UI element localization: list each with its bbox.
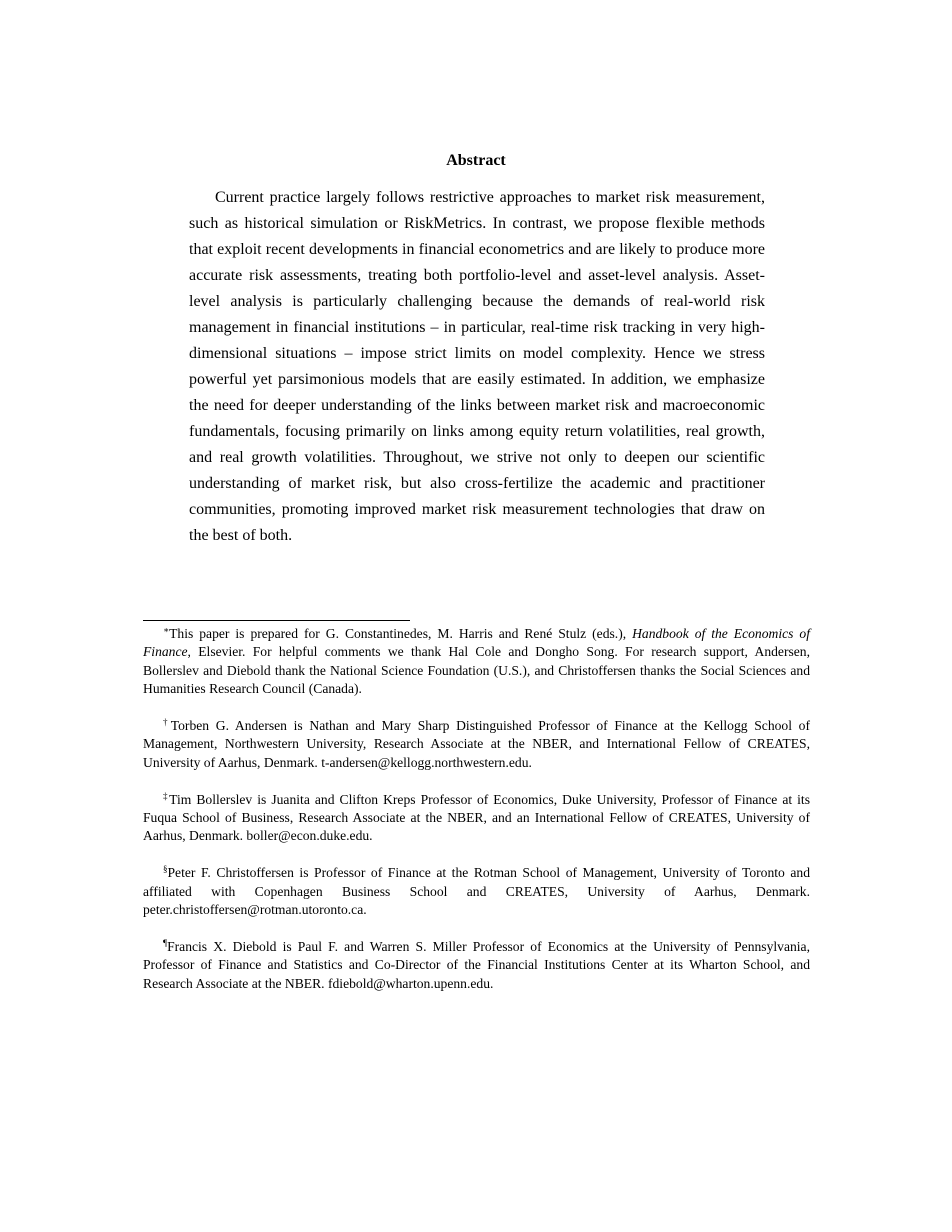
footnote-bollerslev (143, 791, 810, 846)
footnote-text: Torben G. Andersen is Nathan and Mary Sharp Distinguished Professor of Finance at the Kellogg School of Management, Northwestern University, Research Associate at the NBER, and International Fellow of CREATES, University of Aarhus, Denmark. t-andersen@kellogg.northwestern.edu. (143, 718, 811, 770)
abstract-body: Current practice largely follows restrictive approaches to market risk measurement, such as historical simulation or RiskMetrics. In contrast, we propose flexible methods that exploit recent developments in financial econometrics and are likely to produce more accurate risk assessments, treating both portfolio-level and asset-level analysis. Asset-level analysis is particularly challenging because the demands of real-world risk management in financial institutions – in particular, real-time risk tracking in very high-dimensional situations – impose strict limits on model complexity. Hence we stress powerful yet parsimonious models that are easily estimated. In addition, we emphasize the need for deeper understanding of the links between market risk and macroeconomic fundamentals, focusing primarily on links among equity return volatilities, real growth, and real growth volatilities. Throughout, we strive not only to deepen our scientific understanding of market risk, but also cross-fertilize the academic and practitioner communities, promoting improved market risk measurement technologies that draw on the best of both. (189, 189, 765, 544)
footnote-mark: ∗ (163, 625, 170, 635)
footnote-andersen (143, 717, 810, 772)
footnote-diebold (143, 938, 810, 993)
footnote-christoffersen (143, 864, 810, 919)
footnote-rule (143, 620, 410, 621)
footnote-mark: ¶ (163, 937, 168, 948)
footnote-text: Francis X. Diebold is Paul F. and Warren S. Miller Professor of Economics at the University of Pennsylvania, Professor of Finance and Statistics and Co-Director of the Financial Institutions Center at its Wharton School, and Research Associate at the NBER. fdiebold@wharton.upenn.edu. (143, 938, 810, 991)
footnote-mark: ‡ (163, 790, 170, 801)
footnote-text: This paper is prepared for G. Constantinedes, M. Harris and René Stulz (eds.), (169, 626, 633, 641)
footnote-acknowledgements (143, 625, 810, 699)
footnote-text: Tim Bollerslev is Juanita and Clifton Kreps Professor of Economics, Duke University, Professor of Finance at its Fuqua School of Business, Research Associate at the NBER, and an International Fellow of CREATES, University of Aarhus, Denmark. boller@econ.duke.edu. (143, 791, 810, 844)
handbook-title: Handbook of the Economics of Finance (143, 626, 810, 660)
footnote-text: , Elsevier. For helpful comments we thank Hal Cole and Dongho Song. For research support, Andersen, Bollerslev and Diebold thank the National Science Foundation (U.S.), and Christoffersen thanks the Social Sciences and Humanities Research Council (Canada). (143, 644, 810, 697)
footnote-mark: † (163, 717, 171, 728)
footnote-text: Peter F. Christoffersen is Professor of Finance at the Rotman School of Management, University of Toronto and affiliated with Copenhagen Business School and CREATES, University of Aarhus, Denmark. peter.christoffersen@rotman.utoronto.ca. (143, 865, 810, 918)
abstract-title: Abstract (446, 152, 506, 169)
footnotes (143, 625, 810, 1011)
footnote-mark: § (163, 864, 168, 875)
